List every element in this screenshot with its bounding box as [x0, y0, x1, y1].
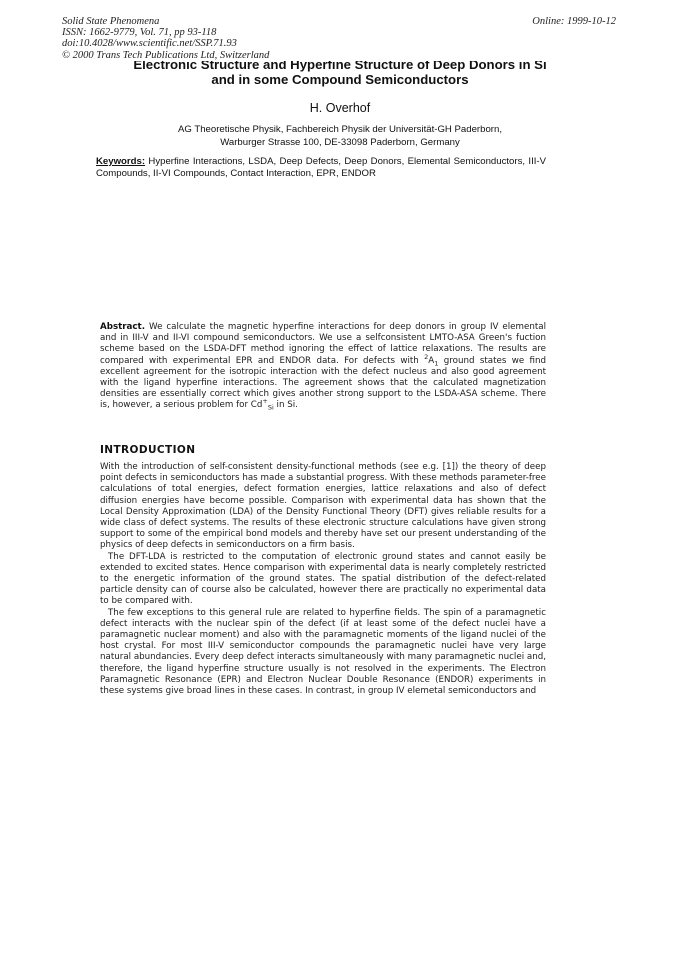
copyright-notice: © 2000 Trans Tech Publications Ltd, Switzerland [62, 49, 270, 61]
defect-sub: Si [267, 404, 274, 413]
keywords-text: Hyperfine Interactions, LSDA, Deep Defects, Deep Donors, Elemental Semiconductors, III-V Compounds, II-VI Compounds, Contact Interaction, EPR, ENDOR [96, 156, 546, 179]
abstract-text-3: in Si. [276, 400, 298, 411]
issn-volume-pages: ISSN: 1662-9779, Vol. 71, pp 93-118 [62, 27, 217, 39]
publication-info [62, 16, 269, 61]
state-sup: 2 [424, 352, 429, 361]
keywords-block [96, 156, 546, 180]
paper-title [60, 61, 620, 87]
citation-ref-1[interactable]: [1] [442, 462, 455, 472]
intro-paragraph-2: The DFT-LDA is restricted to the computation of electronic ground states and cannot easily be extended to excited states. Hence comparison with experimental data is nearly completely restricted to the energetic information of the ground states. The spatial distribution of the defect-related particle density can of course also be calculated, however there are practically no experimental data to be compared with. [100, 551, 546, 607]
abstract-text-2: ground states we find excellent agreement for the isotropic interaction with the defect nucleus and also good agreement with the ligand hyperfine interactions. The agreement shows that the calculated magnetization densities are essentially correct which gives another strong support to the LSDA-ASA scheme. There is, however, a serious problem for [100, 355, 547, 411]
introduction-body [100, 462, 546, 697]
state-sub: 1 [434, 359, 439, 368]
title-line-2: and in some Compound Semiconductors [211, 72, 469, 87]
defect-sup: + [262, 397, 268, 406]
doi-link[interactable]: doi:10.4028/www.scientific.net/SSP.71.93 [62, 38, 237, 50]
intro-p1-text-2: ) the theory of deep point defects in semiconductors has made a substantial progress. With these methods parameter-free calculations of total energies, defect formation energies, lattice relaxations and also of defect diffusion energies have become possible. Comparison with experimental data has shown that the Local Density Approximation (LDA) of the Density Functional Theory (DFT) gives reliable results for a wide class of defect systems. The results of these electronic structure calculations have given strong support to some of the empirical bond models and thereby have set our present understanding of the physics of deep defects in semiconductors on a firm basis. [100, 462, 547, 551]
intro-p1-text-1: With the introduction of self-consistent density-functional methods (see e.g. [100, 462, 439, 472]
abstract-block [100, 322, 546, 412]
affiliation [60, 123, 620, 149]
affiliation-line-1: AG Theoretische Physik, Fachbereich Physik der Universität-GH Paderborn, [177, 124, 502, 135]
keywords-label: Keywords: [96, 156, 146, 167]
defect-main: Cd [250, 400, 263, 411]
title-line-1: Electronic Structure and Hyperfine Structure of Deep Donors in Si [133, 61, 547, 72]
author-name: H. Overhof [309, 101, 371, 115]
introduction-heading: INTRODUCTION [100, 444, 196, 456]
ground-state-symbol [424, 352, 439, 368]
abstract-label: Abstract. [100, 322, 146, 332]
intro-paragraph-3: The few exceptions to this general rule are related to hyperfine fields. The spin of a paramagnetic defect interacts with the nuclear spin of the defect (if at least some of the defect nuclei have a paramagnetic nuclear moment) and also with the paramagnetic moments of the ligand nuclei of the host crystal. For most III-V semiconductor compounds the paramagnetic nuclei have very large natural abundancies. Every deep defect interacts simultaneously with many paramagnetic nuclei and, therefore, the ligand hyperfine structure usually is not resolved in the experiments. The Electron Paramagnetic Resonance (EPR) and Electron Nuclear Double Resonance (ENDOR) experiments in these systems give broad lines in these cases. In contrast, in group IV elemetal semiconductors and [100, 607, 546, 697]
online-date: Online: 1999-10-12 [532, 16, 616, 27]
intro-paragraph-1 [100, 462, 546, 552]
state-letter: A [428, 355, 435, 366]
defect-symbol [250, 397, 274, 413]
affiliation-line-2: Warburger Strasse 100, DE-33098 Paderborn, Germany [220, 137, 460, 148]
journal-name: Solid State Phenomena [62, 16, 160, 27]
abstract-text-1: We calculate the magnetic hyperfine interactions for deep donors in group IV elemental and in III-V and II-VI compound semiconductors. We use a selfconsistent LMTO-ASA Green's fuction scheme based on the LSDA-DFT method ignoring the effect of lattice relaxations. The results are compared with experimental EPR and ENDOR data. For defects with [100, 322, 546, 366]
